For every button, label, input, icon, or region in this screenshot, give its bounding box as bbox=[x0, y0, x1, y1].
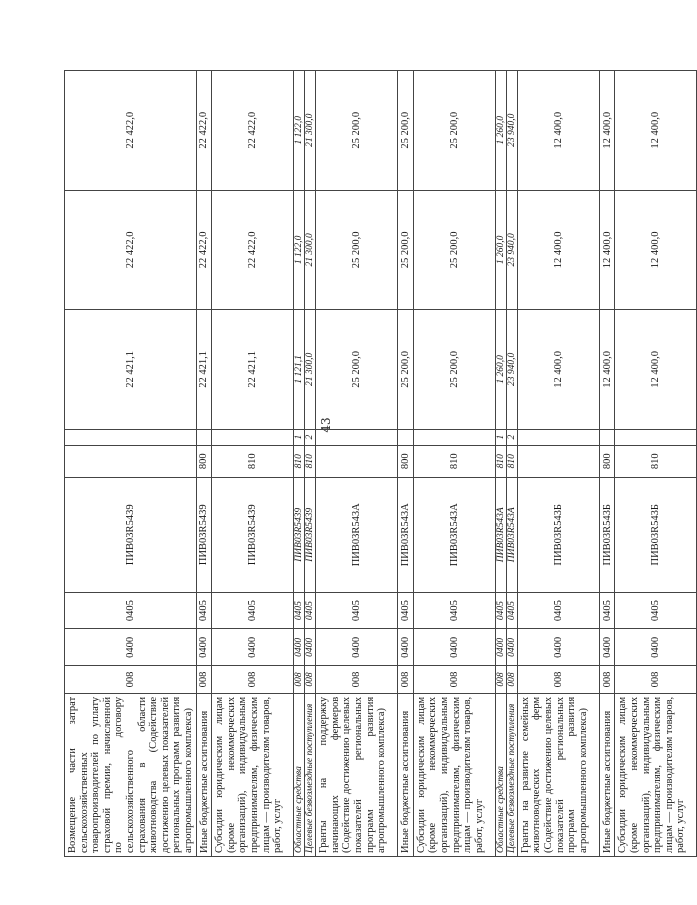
amount-year-2: 21 300,0 bbox=[305, 190, 316, 310]
expense-type-code: 800 bbox=[196, 445, 212, 477]
source-code bbox=[599, 429, 615, 445]
amount-year-2: 22 422,0 bbox=[212, 190, 294, 310]
amount-year-1: 25 200,0 bbox=[316, 310, 398, 430]
target-article-code: ПИВ03R543А bbox=[316, 477, 398, 592]
amount-year-1: 12 400,0 bbox=[517, 310, 599, 430]
row-description: Иные бюджетные ассигнования bbox=[398, 693, 414, 856]
amount-year-1: 1 121,1 bbox=[294, 310, 305, 430]
source-code bbox=[196, 429, 212, 445]
rotated-page bbox=[64, 70, 687, 857]
table-row bbox=[212, 71, 294, 857]
target-article-code: ПИВ03R543А bbox=[398, 477, 414, 592]
ministry-code: 008 bbox=[506, 666, 517, 694]
expense-type-code: 810 bbox=[294, 445, 305, 477]
amount-year-3: 25 200,0 bbox=[316, 71, 398, 191]
section-code: 0400 bbox=[196, 629, 212, 666]
section-code: 0400 bbox=[506, 629, 517, 666]
amount-year-2: 25 200,0 bbox=[398, 190, 414, 310]
ministry-code: 008 bbox=[615, 666, 697, 694]
row-description: Целевые безвозмездные поступления bbox=[305, 693, 316, 856]
row-description: Целевые безвозмездные поступления bbox=[506, 693, 517, 856]
amount-year-2: 12 400,0 bbox=[517, 190, 599, 310]
subsection-code: 0405 bbox=[212, 592, 294, 629]
section-code: 0400 bbox=[413, 629, 495, 666]
table-row bbox=[615, 71, 697, 857]
expense-type-code: 810 bbox=[305, 445, 316, 477]
ministry-code: 008 bbox=[316, 666, 398, 694]
row-description: Иные бюджетные ассигнования bbox=[196, 693, 212, 856]
amount-year-2: 1 122,0 bbox=[294, 190, 305, 310]
target-article-code: ПИВ03R5439 bbox=[65, 477, 197, 592]
subsection-code: 0405 bbox=[305, 592, 316, 629]
target-article-code: ПИВ03R543Б bbox=[517, 477, 599, 592]
amount-year-1: 23 940,0 bbox=[506, 310, 517, 430]
amount-year-3: 23 940,0 bbox=[506, 71, 517, 191]
ministry-code: 008 bbox=[305, 666, 316, 694]
section-code: 0400 bbox=[495, 629, 506, 666]
source-code bbox=[316, 429, 398, 445]
table-row bbox=[294, 71, 305, 857]
target-article-code: ПИВ03R5439 bbox=[196, 477, 212, 592]
target-article-code: ПИВ03R543А bbox=[495, 477, 506, 592]
table-row bbox=[305, 71, 316, 857]
row-description: Субсидии юридическим лицам (кроме некоммерческих организаций), индивидуальным предпринимателям, физическим лицам — производителям товаров, работ, услуг bbox=[212, 693, 294, 856]
table-row bbox=[196, 71, 212, 857]
amount-year-1: 22 421,1 bbox=[212, 310, 294, 430]
expense-type-code: 800 bbox=[599, 445, 615, 477]
amount-year-2: 23 940,0 bbox=[506, 190, 517, 310]
subsection-code: 0405 bbox=[316, 592, 398, 629]
section-code: 0400 bbox=[615, 629, 697, 666]
source-code: 1 bbox=[294, 429, 305, 445]
row-description: Областные средства bbox=[294, 693, 305, 856]
subsection-code: 0405 bbox=[398, 592, 414, 629]
amount-year-1: 25 200,0 bbox=[398, 310, 414, 430]
page-number: 43 bbox=[319, 417, 333, 433]
source-code bbox=[615, 429, 697, 445]
ministry-code: 008 bbox=[65, 666, 197, 694]
amount-year-1: 12 400,0 bbox=[615, 310, 697, 430]
section-code: 0400 bbox=[65, 629, 197, 666]
amount-year-3: 25 200,0 bbox=[398, 71, 414, 191]
table-row bbox=[316, 71, 398, 857]
ministry-code: 008 bbox=[294, 666, 305, 694]
ministry-code: 008 bbox=[413, 666, 495, 694]
target-article-code: ПИВ03R543Б bbox=[615, 477, 697, 592]
subsection-code: 0405 bbox=[196, 592, 212, 629]
ministry-code: 008 bbox=[495, 666, 506, 694]
target-article-code: ПИВ03R543Б bbox=[599, 477, 615, 592]
section-code: 0400 bbox=[212, 629, 294, 666]
budget-table-body bbox=[65, 71, 697, 857]
source-code: 2 bbox=[506, 429, 517, 445]
amount-year-3: 22 422,0 bbox=[196, 71, 212, 191]
source-code bbox=[413, 429, 495, 445]
amount-year-2: 25 200,0 bbox=[413, 190, 495, 310]
amount-year-1: 21 300,0 bbox=[305, 310, 316, 430]
ministry-code: 008 bbox=[517, 666, 599, 694]
table-row bbox=[65, 71, 197, 857]
subsection-code: 0405 bbox=[517, 592, 599, 629]
row-description: Возмещение части затрат сельскохозяйственных товаропроизводителей по уплату страховой премии, начисленной по договору сельскохозяйственного страхования в области животноводства (Содействие достижению целевых показателей региональных программ развития агропромышленного комплекса) bbox=[65, 693, 197, 856]
budget-table bbox=[64, 70, 697, 857]
amount-year-2: 12 400,0 bbox=[615, 190, 697, 310]
table-row bbox=[506, 71, 517, 857]
amount-year-3: 12 400,0 bbox=[615, 71, 697, 191]
expense-type-code bbox=[65, 445, 197, 477]
expense-type-code: 810 bbox=[495, 445, 506, 477]
source-code: 1 bbox=[495, 429, 506, 445]
expense-type-code: 800 bbox=[398, 445, 414, 477]
ministry-code: 008 bbox=[212, 666, 294, 694]
subsection-code: 0405 bbox=[615, 592, 697, 629]
subsection-code: 0405 bbox=[413, 592, 495, 629]
source-code bbox=[65, 429, 197, 445]
target-article-code: ПИВ03R5439 bbox=[294, 477, 305, 592]
table-row bbox=[413, 71, 495, 857]
expense-type-code: 810 bbox=[212, 445, 294, 477]
expense-type-code bbox=[316, 445, 398, 477]
ministry-code: 008 bbox=[398, 666, 414, 694]
section-code: 0400 bbox=[294, 629, 305, 666]
amount-year-3: 22 422,0 bbox=[212, 71, 294, 191]
table-row bbox=[495, 71, 506, 857]
amount-year-2: 22 422,0 bbox=[65, 190, 197, 310]
ministry-code: 008 bbox=[196, 666, 212, 694]
expense-type-code: 810 bbox=[506, 445, 517, 477]
table-row bbox=[398, 71, 414, 857]
amount-year-3: 25 200,0 bbox=[413, 71, 495, 191]
amount-year-1: 22 421,1 bbox=[196, 310, 212, 430]
section-code: 0400 bbox=[599, 629, 615, 666]
source-code bbox=[212, 429, 294, 445]
amount-year-1: 22 421,1 bbox=[65, 310, 197, 430]
ministry-code: 008 bbox=[599, 666, 615, 694]
target-article-code: ПИВ03R543А bbox=[506, 477, 517, 592]
expense-type-code bbox=[517, 445, 599, 477]
section-code: 0400 bbox=[316, 629, 398, 666]
subsection-code: 0405 bbox=[599, 592, 615, 629]
target-article-code: ПИВ03R5439 bbox=[305, 477, 316, 592]
target-article-code: ПИВ03R543А bbox=[413, 477, 495, 592]
amount-year-2: 22 422,0 bbox=[196, 190, 212, 310]
row-description: Гранты на поддержку начинающих фермеров (Содействие достижению целевых показателей региональных программ развития агропромышленного комплекса) bbox=[316, 693, 398, 856]
amount-year-3: 22 422,0 bbox=[65, 71, 197, 191]
amount-year-3: 12 400,0 bbox=[517, 71, 599, 191]
amount-year-1: 25 200,0 bbox=[413, 310, 495, 430]
amount-year-2: 1 260,0 bbox=[495, 190, 506, 310]
row-description: Иные бюджетные ассигнования bbox=[599, 693, 615, 856]
table-row bbox=[599, 71, 615, 857]
section-code: 0400 bbox=[398, 629, 414, 666]
amount-year-1: 1 260,0 bbox=[495, 310, 506, 430]
table-row bbox=[517, 71, 599, 857]
amount-year-3: 1 260,0 bbox=[495, 71, 506, 191]
amount-year-2: 12 400,0 bbox=[599, 190, 615, 310]
amount-year-3: 21 300,0 bbox=[305, 71, 316, 191]
source-code bbox=[517, 429, 599, 445]
row-description: Областные средства bbox=[495, 693, 506, 856]
row-description: Субсидии юридическим лицам (кроме некоммерческих организаций), индивидуальным предпринимателям, физическим лицам — производителям товаров, работ, услуг bbox=[615, 693, 697, 856]
amount-year-3: 12 400,0 bbox=[599, 71, 615, 191]
row-description: Гранты на развитие семейных животноводческих ферм (Содействие достижению целевых показателей региональных программ развития агропромышленного комплекса) bbox=[517, 693, 599, 856]
subsection-code: 0405 bbox=[65, 592, 197, 629]
subsection-code: 0405 bbox=[495, 592, 506, 629]
subsection-code: 0405 bbox=[294, 592, 305, 629]
expense-type-code: 810 bbox=[413, 445, 495, 477]
source-code bbox=[398, 429, 414, 445]
amount-year-1: 12 400,0 bbox=[599, 310, 615, 430]
section-code: 0400 bbox=[305, 629, 316, 666]
subsection-code: 0405 bbox=[506, 592, 517, 629]
expense-type-code: 810 bbox=[615, 445, 697, 477]
target-article-code: ПИВ03R5439 bbox=[212, 477, 294, 592]
amount-year-3: 1 122,0 bbox=[294, 71, 305, 191]
source-code: 2 bbox=[305, 429, 316, 445]
section-code: 0400 bbox=[517, 629, 599, 666]
row-description: Субсидии юридическим лицам (кроме некоммерческих организаций), индивидуальным предпринимателям, физическим лицам — производителям товаров, работ, услуг bbox=[413, 693, 495, 856]
amount-year-2: 25 200,0 bbox=[316, 190, 398, 310]
